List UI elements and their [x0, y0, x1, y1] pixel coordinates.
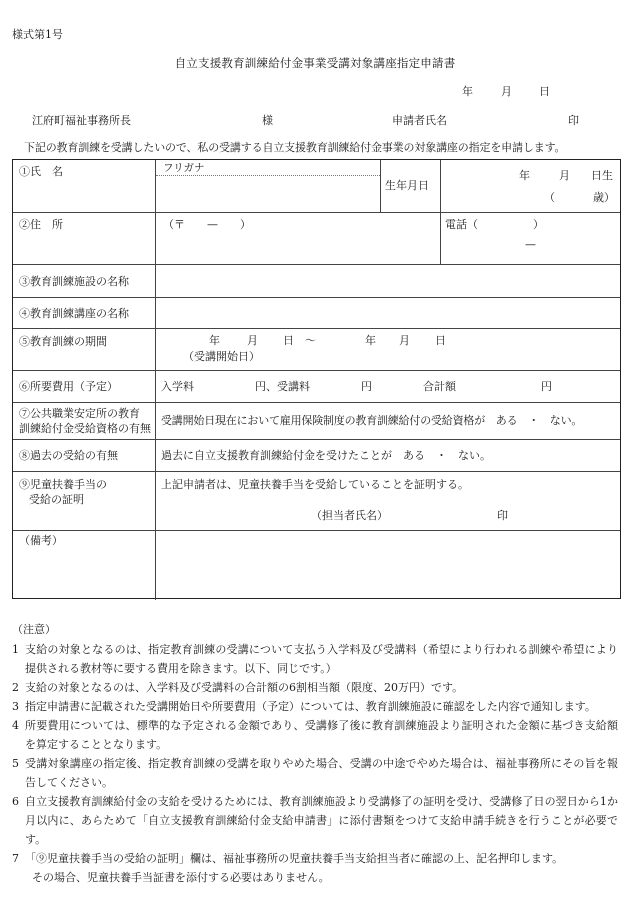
officer-seal: 印: [497, 509, 508, 522]
applicant-seal: 印: [568, 114, 579, 127]
period-end-year: 年: [365, 334, 376, 347]
course-row: [13, 297, 620, 329]
birth-month-label: 月: [559, 169, 570, 182]
note-item: [12, 716, 618, 754]
note-item: [12, 754, 618, 792]
birth-year-label: 年: [519, 169, 530, 182]
applicant-name-label: 申請者氏名: [392, 114, 447, 127]
form-number: 様式第1号: [12, 28, 63, 41]
phone-dash: —: [525, 238, 536, 251]
period-row: [13, 328, 620, 371]
note-number: 1: [12, 643, 19, 656]
period-end-day: 日: [435, 334, 446, 347]
date-year-label: 年: [462, 85, 473, 98]
birth-day-label: 日生: [591, 169, 613, 182]
note-number: 2: [12, 681, 19, 694]
notes-header: （注意）: [12, 623, 56, 636]
child-support-label-line-2: 受給の証明: [29, 493, 84, 506]
past-receipt-label: ⑧過去の受給の有無: [19, 449, 118, 462]
tuition-fee-label: 円、受講料: [255, 380, 310, 393]
cost-row: [13, 370, 620, 403]
age-open: （: [544, 191, 555, 204]
eligibility-label-line-2: 訓練給付金受給資格の有無: [19, 422, 151, 435]
officer-name-label: （担当者氏名）: [311, 509, 388, 522]
total-label: 合計額: [423, 380, 456, 393]
child-support-label-line-1: ⑨児童扶養手当の: [19, 478, 107, 491]
address-row: [13, 212, 620, 265]
note-number: 3: [12, 700, 19, 713]
total-yen: 円: [541, 380, 552, 393]
note-number: 6: [12, 795, 19, 808]
period-start-month: 月: [247, 334, 258, 347]
remarks-row: [13, 530, 620, 599]
name-label: ①氏 名: [19, 165, 63, 178]
period-start-note: （受講開始日）: [183, 350, 260, 363]
note-item: [12, 792, 618, 849]
postal-code: （〒 — ）: [163, 218, 251, 231]
note-number: 7: [12, 852, 19, 865]
application-table: [12, 159, 621, 599]
note-item: [12, 640, 618, 678]
date-month-label: 月: [501, 85, 512, 98]
note-text: 受講対象講座の指定後、指定教育訓練の受講を取りやめた場合、受講の中途でやめた場合は、福祉事務所にその旨を報告してください。: [25, 757, 618, 789]
period-label: ⑤教育訓練の期間: [19, 335, 107, 348]
eligibility-row: [13, 402, 620, 440]
tuition-yen: 円: [361, 380, 372, 393]
addressee: 江府町福祉事務所長: [32, 114, 131, 127]
note-item: [12, 697, 618, 716]
note-number: 4: [12, 719, 19, 732]
note-text: その場合、児童扶養手当証書を添付する必要はありません。: [32, 871, 330, 884]
past-receipt-text: 過去に自立支援教育訓練給付金を受けたことが ある ・ ない。: [161, 449, 491, 462]
note-text: 「⑨児童扶養手当の受給の証明」欄は、福祉事務所の児童扶養手当支給担当者に確認の上、記名押印します。: [25, 852, 564, 865]
note-text: 支給の対象となるのは、入学料及び受講料の合計額の6割相当額（限度、20万円）です。: [25, 681, 464, 694]
period-start-year: 年: [209, 334, 220, 347]
facility-row: [13, 264, 620, 298]
phone-label: 電話（ ）: [445, 218, 544, 231]
eligibility-text: 受講開始日現在において雇用保険制度の教育訓練給付の受給資格が ある ・ ない。: [161, 414, 583, 427]
document-title: 自立支援教育訓練給付金事業受講対象講座指定申請書: [174, 56, 456, 70]
note-item: [12, 849, 618, 868]
note-text: 自立支援教育訓練給付金の支給を受けるためには、教育訓練施設より受講修了の証明を受け、受講修了日の翌日から1か月以内に、あらためて「自立支援教育訓練給付金支給申請書」に添付書類をつけて支給申請手続きを行うことが必要です。: [25, 795, 618, 846]
child-support-text: 上記申請者は、児童扶養手当を受給していることを証明する。: [161, 478, 469, 491]
note-text: 指定申請書に記載された受講開始日や所要費用（予定）については、教育訓練施設に確認をした内容で通知します。: [25, 700, 596, 713]
cost-label: ⑥所要費用（予定）: [19, 380, 118, 393]
intro-text: 下記の教育訓練を受講したいので、私の受講する自立支援教育訓練給付金事業の対象講座の指定を申請します。: [24, 141, 566, 154]
remarks-label: （備考）: [19, 534, 63, 547]
note-item: [12, 678, 618, 697]
age-close: 歳）: [593, 191, 615, 204]
note-number: 5: [12, 757, 19, 770]
eligibility-label-line-1: ⑦公共職業安定所の教育: [19, 407, 140, 420]
address-label: ②住 所: [19, 218, 63, 231]
note-item-continuation: [12, 868, 618, 887]
honorific: 様: [262, 114, 273, 127]
note-text: 所要費用については、標準的な予定される金額であり、受講修了後に教育訓練施設より証明された金額に基づき支給額を算定することとなります。: [25, 719, 618, 751]
furigana-label: フリガナ: [163, 162, 205, 174]
note-text: 支給の対象となるのは、指定教育訓練の受講について支払う入学料及び受講料（希望により行われる訓練や希望により提供される教材等に要する費用を除きます。以下、同じです。）: [25, 643, 618, 675]
facility-label: ③教育訓練施設の名称: [19, 275, 129, 288]
name-row: [13, 160, 620, 212]
period-start-day: 日 〜: [283, 334, 316, 347]
past-receipt-row: [13, 439, 620, 472]
child-support-row: [13, 471, 620, 531]
birth-date-label: 生年月日: [385, 179, 429, 192]
entrance-fee-label: 入学料: [161, 380, 194, 393]
period-end-month: 月: [399, 334, 410, 347]
course-label: ④教育訓練講座の名称: [19, 307, 129, 320]
date-day-label: 日: [539, 85, 550, 98]
notes-section: [12, 621, 618, 887]
